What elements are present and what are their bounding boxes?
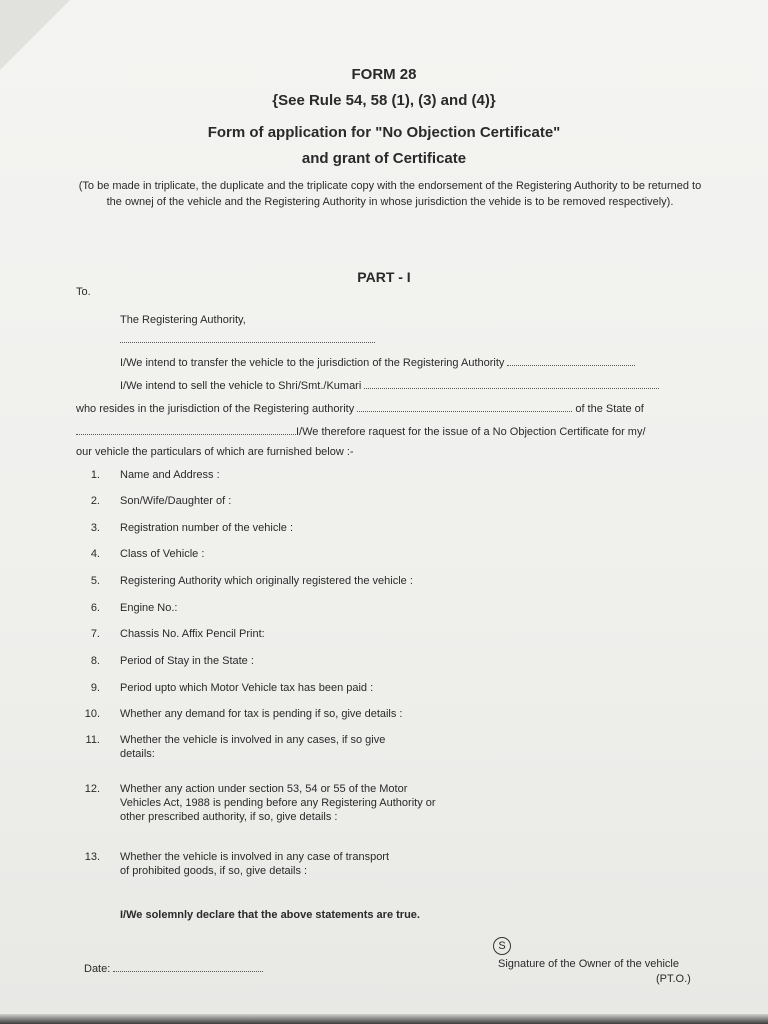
signature-stamp-mark: S xyxy=(493,937,511,955)
request-line: I/We therefore raquest for the issue of a No Objection Certificate for my/ xyxy=(76,424,646,438)
form-title-line2: and grant of Certificate xyxy=(301,150,467,167)
item-number: 10. xyxy=(84,708,100,720)
item-number: 11. xyxy=(85,734,100,746)
item-text: Whether the vehicle is involved in any case of transport of prohibited goods, if so, give details : xyxy=(120,851,390,877)
item-text: Whether any demand for tax is pending if so, give details : xyxy=(120,708,403,720)
item-text: Whether any action under section 53, 54 or 55 of the Motor Vehicles Act, 1988 is pending before any Registering Authority or other prescribed authority, if so, give details : xyxy=(120,783,436,823)
rule-reference: {See Rule 54, 58 (1), (3) and (4)} xyxy=(272,92,496,109)
item-number: 8. xyxy=(90,655,100,667)
item-number: 12. xyxy=(84,783,100,795)
item-text: Chassis No. Affix Pencil Print: xyxy=(120,628,265,640)
item-text: Engine No.: xyxy=(120,602,178,614)
item-number: 4. xyxy=(90,548,100,560)
item-text: Registering Authority which originally registered the vehicle : xyxy=(120,575,413,587)
item-text: Whether the vehicle is involved in any cases, if so give details: xyxy=(120,734,386,760)
page-bottom-edge xyxy=(0,1014,768,1024)
item-number: 3. xyxy=(90,522,100,534)
to-label: To. xyxy=(76,286,91,298)
item-number: 6. xyxy=(90,602,100,614)
signature-label: Signature of the Owner of the vehicle xyxy=(498,958,679,970)
instruction-note: (To be made in triplicate, the duplicate and the triplicate copy with the endorsement of the Registering Authority to be returned to the ownej of the vehicle and the Registering Authority in whose jurisdiction the vehide is to be removed respectively). xyxy=(78,180,702,208)
item-text: Class of Vehicle : xyxy=(120,548,205,560)
item-text: Period upto which Motor Vehicle tax has been paid : xyxy=(120,682,374,694)
resides-line: who resides in the jurisdiction of the Registering authority of the State of xyxy=(76,403,644,415)
page-fold xyxy=(0,0,70,70)
transfer-line: I/We intend to transfer the vehicle to the jurisdiction of the Registering Authority xyxy=(120,355,635,369)
item-number: 5. xyxy=(90,575,100,587)
form-number: FORM 28 xyxy=(351,66,417,83)
item-number: 2. xyxy=(90,495,100,507)
part-title: PART - I xyxy=(357,269,411,285)
item-text: Son/Wife/Daughter of : xyxy=(120,495,232,507)
item-number: 7. xyxy=(90,628,100,640)
item-number: 13. xyxy=(84,851,100,863)
particulars-line: our vehicle the particulars of which are furnished below :- xyxy=(76,446,354,458)
declaration: I/We solemnly declare that the above statements are true. xyxy=(120,909,420,921)
date-field: Date: xyxy=(84,961,263,975)
authority-label: The Registering Authority, xyxy=(120,314,246,326)
item-text: Name and Address : xyxy=(120,469,220,481)
item-number: 9. xyxy=(90,682,100,694)
item-text: Registration number of the vehicle : xyxy=(120,522,294,534)
authority-blank xyxy=(120,332,375,346)
item-text: Period of Stay in the State : xyxy=(120,655,254,667)
form-title-line1: Form of application for "No Objection Certificate" xyxy=(207,124,561,141)
sell-line: I/We intend to sell the vehicle to Shri/Smt./Kumari xyxy=(120,378,659,392)
pto-label: (PT.O.) xyxy=(656,973,691,985)
item-number: 1. xyxy=(90,469,100,481)
